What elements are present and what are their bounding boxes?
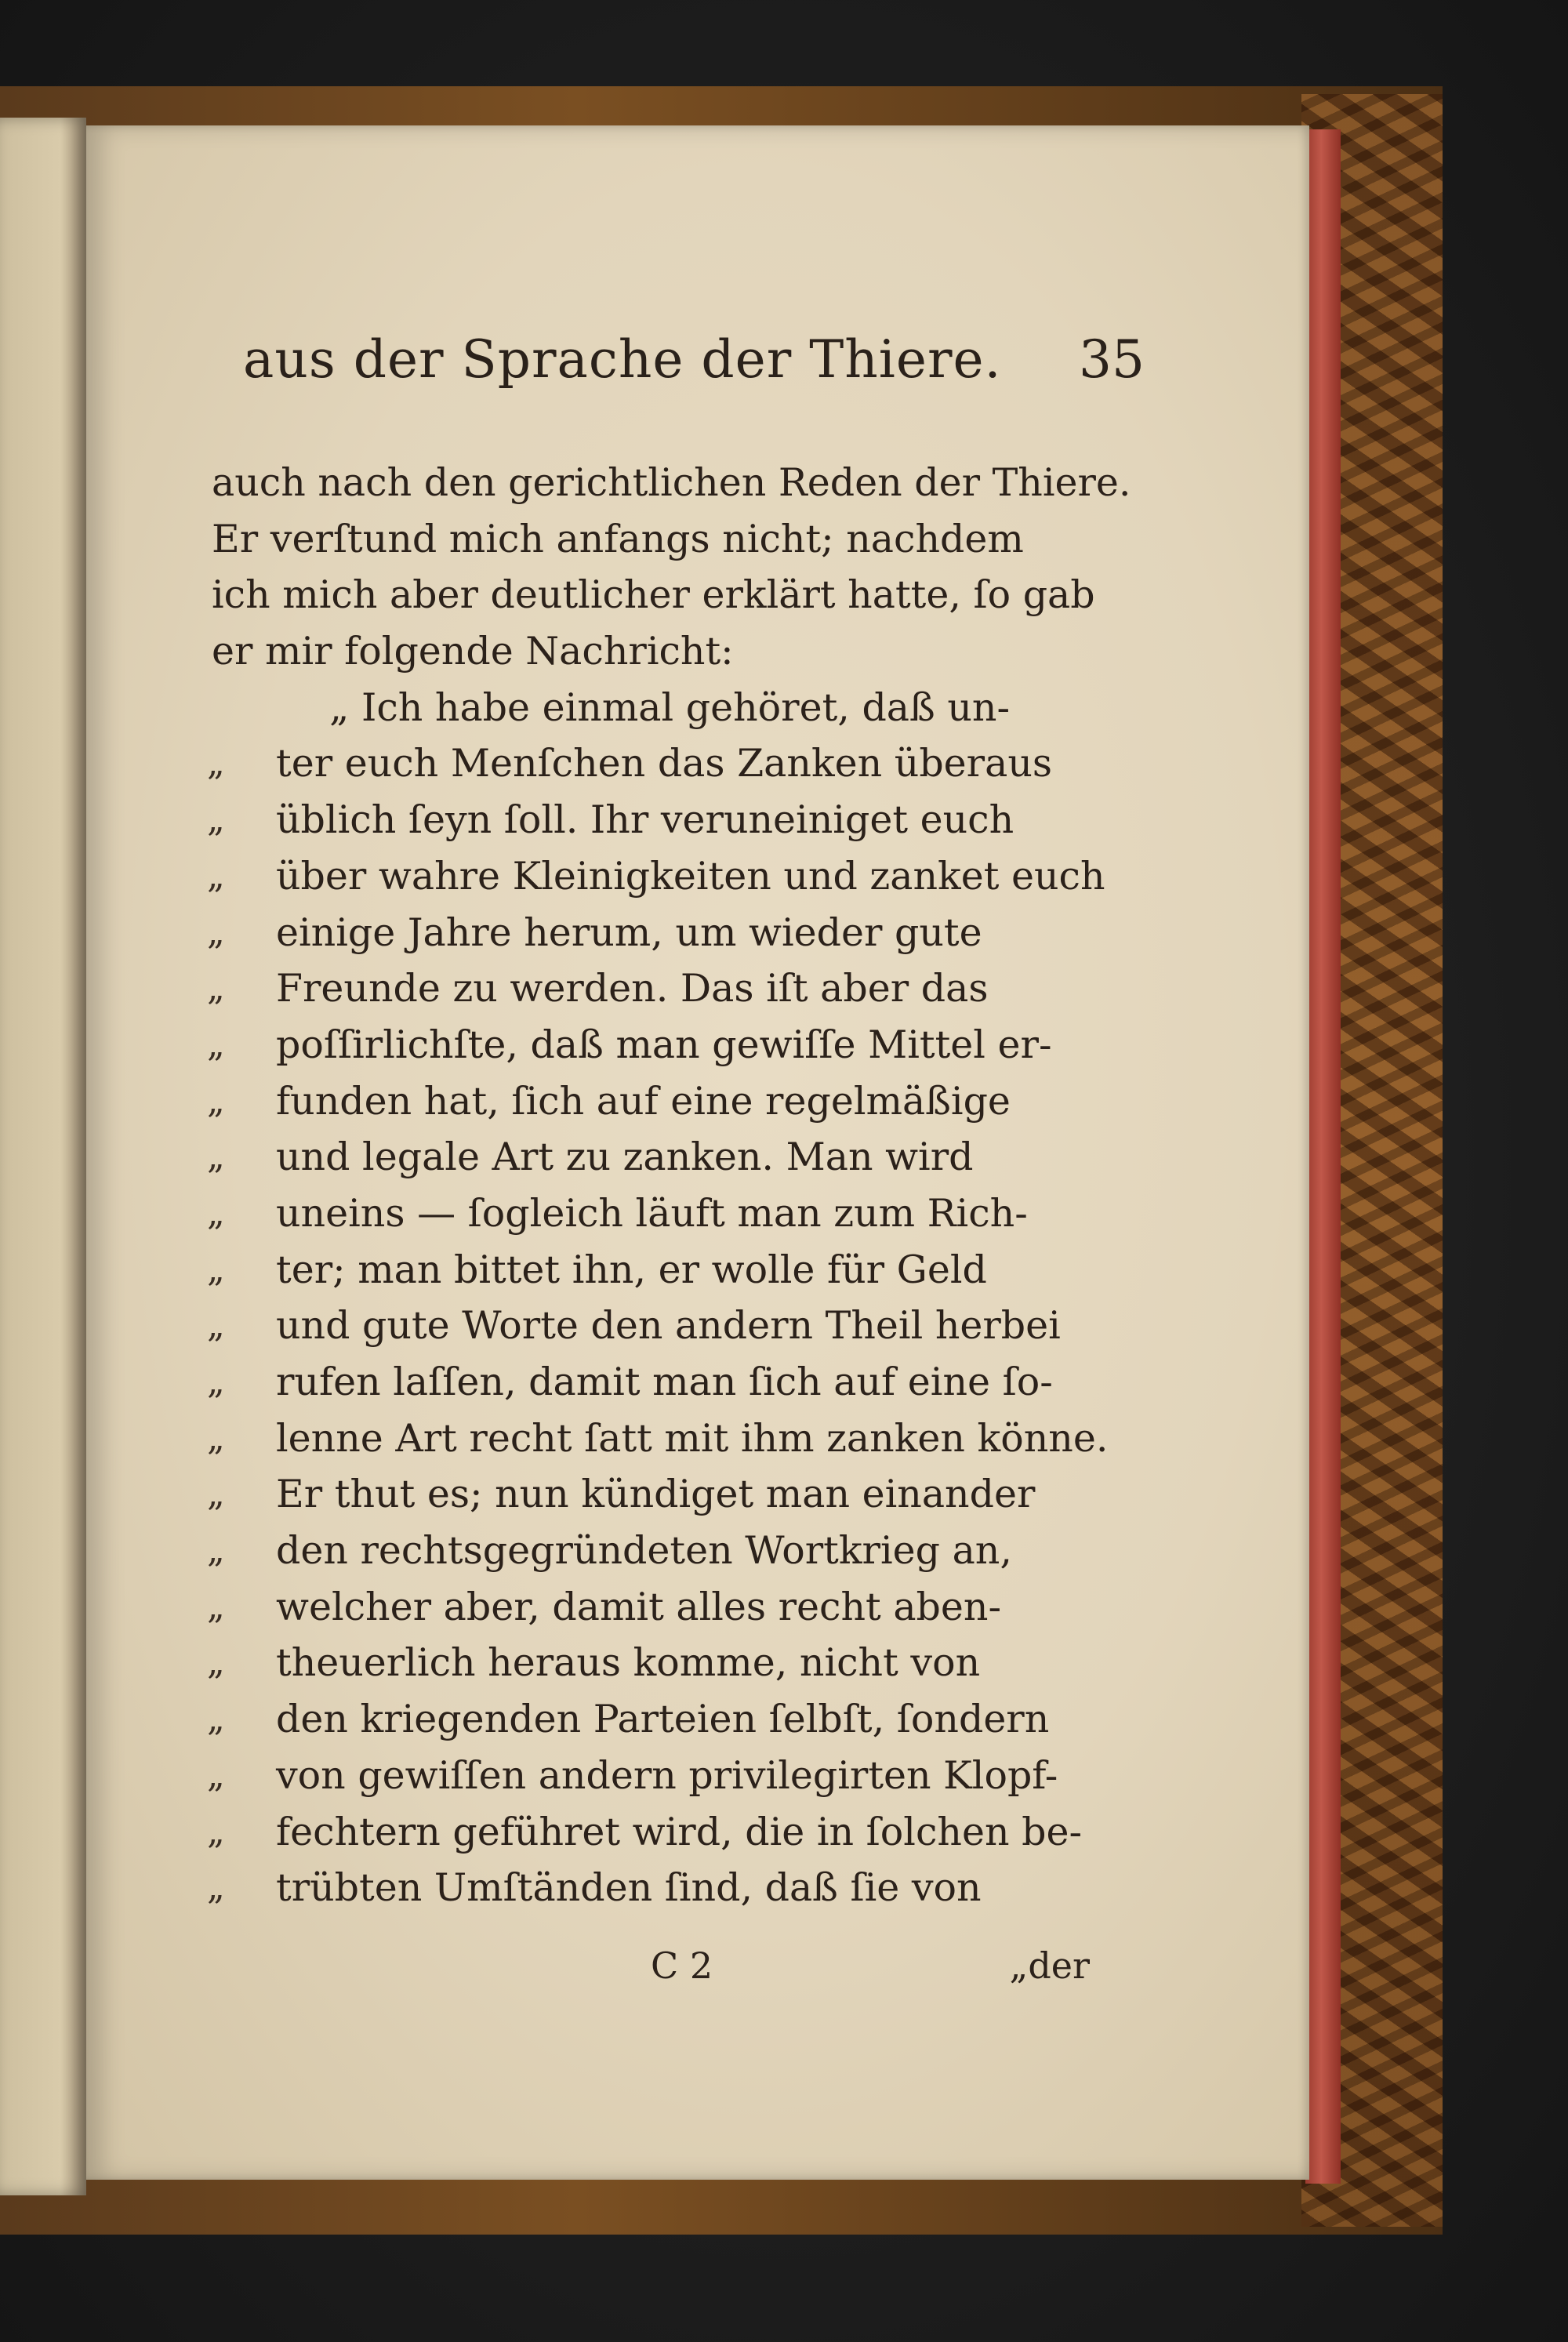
running-head: aus der Sprache der Thiere. [243, 329, 1002, 390]
signature-mark: C 2 [651, 1944, 713, 1987]
margin-quote-mark: „ [207, 1362, 225, 1402]
text-line [207, 1466, 1145, 1523]
margin-quote-mark: „ [207, 968, 225, 1009]
margin-quote-mark: „ [207, 1080, 225, 1121]
text-line [207, 1691, 1145, 1748]
text-line [212, 511, 1145, 568]
margin-quote-mark: „ [207, 800, 225, 841]
text-line [207, 1635, 1145, 1691]
line-text: Er verſtund mich anfangs nicht; nachdem [212, 516, 1024, 561]
margin-quote-mark: „ [207, 1137, 225, 1178]
text-line [207, 1186, 1145, 1242]
line-text: theuerlich heraus komme, nicht von [276, 1640, 981, 1686]
line-text: und legale Art zu zanken. Man wird [276, 1135, 974, 1180]
text-line [207, 1298, 1145, 1354]
margin-quote-mark: „ [207, 1474, 225, 1515]
text-line [207, 1748, 1145, 1804]
text-line [207, 1017, 1145, 1073]
margin-quote-mark: „ [207, 1305, 225, 1346]
text-line [207, 1804, 1145, 1861]
line-text: er mir folgende Nachricht: [212, 629, 734, 674]
margin-quote-mark: „ [207, 1024, 225, 1065]
line-text: üblich ſeyn ſoll. Ihr veruneiniget euch [276, 797, 1014, 843]
margin-quote-mark: „ [207, 1811, 225, 1852]
line-text: und gute Worte den andern Theil herbei [276, 1303, 1061, 1349]
line-text: Er thut es; nun kündiget man einander [276, 1472, 1036, 1517]
margin-quote-mark: „ [207, 1193, 225, 1233]
margin-quote-mark: „ [207, 1868, 225, 1908]
catchword: „der [1009, 1944, 1090, 1987]
margin-quote-mark: „ [207, 1530, 225, 1571]
text-line [207, 1411, 1145, 1467]
line-text: ich mich aber deutlicher erklärt hatte, ſo gab [212, 572, 1095, 618]
line-text: ter; man bittet ihn, er wolle für Geld [276, 1247, 987, 1292]
text-line [207, 1860, 1145, 1916]
line-text: funden hat, ſich auf eine regelmäßige [276, 1078, 1011, 1124]
text-line [207, 905, 1145, 961]
text-line [207, 1242, 1145, 1298]
left-facing-page [0, 118, 86, 2195]
text-line [207, 1579, 1145, 1636]
text-line [212, 455, 1145, 511]
text-line [207, 735, 1145, 792]
red-page-edge [1305, 129, 1341, 2184]
line-text: einige Jahre herum, um wieder gute [276, 910, 982, 955]
line-text: von gewiſſen andern privilegirten Klopf- [276, 1752, 1058, 1798]
margin-quote-mark: „ [207, 743, 225, 784]
line-text: rufen laſſen, damit man ſich auf eine ſo- [276, 1360, 1053, 1404]
line-text: auch nach den gerichtlichen Reden der Thiere. [212, 460, 1131, 505]
text-line [207, 1354, 1145, 1411]
text-line [207, 792, 1145, 848]
margin-quote-mark: „ [207, 1586, 225, 1627]
body-text [207, 455, 1145, 1916]
margin-quote-mark: „ [207, 1755, 225, 1796]
margin-quote-mark: „ [207, 1418, 225, 1458]
text-line [212, 567, 1145, 623]
page-number: 35 [1079, 329, 1145, 390]
line-text: poſſirlichſte, daß man gewiſſe Mittel er- [276, 1022, 1052, 1067]
line-text: „ Ich habe einmal gehöret, daß un- [329, 684, 1011, 730]
text-line [212, 680, 1145, 736]
line-text: über wahre Kleinigkeiten und zanket euch [276, 853, 1105, 899]
text-line [207, 1129, 1145, 1186]
text-line [207, 1073, 1145, 1130]
margin-quote-mark: „ [207, 1699, 225, 1740]
line-text: fechtern geführet wird, die in ſolchen be- [276, 1809, 1083, 1854]
line-text: den kriegenden Parteien ſelbſt, ſondern [276, 1697, 1050, 1742]
text-line [207, 848, 1145, 905]
line-text: uneins — ſogleich läuft man zum Rich- [276, 1190, 1028, 1236]
page-header [243, 329, 1145, 390]
margin-quote-mark: „ [207, 855, 225, 896]
margin-quote-mark: „ [207, 1249, 225, 1290]
line-text: trübten Umſtänden ſind, daß ſie von [276, 1865, 982, 1911]
line-text: den rechtsgegründeten Wortkrieg an, [276, 1528, 1012, 1574]
margin-quote-mark: „ [207, 1643, 225, 1683]
line-text: ter euch Menſchen das Zanken überaus [276, 741, 1053, 786]
line-text: lenne Art recht ſatt mit ihm zanken könne. [276, 1415, 1109, 1461]
line-text: Freunde zu werden. Das iſt aber das [276, 966, 989, 1011]
page-footer [651, 1944, 1090, 1987]
margin-quote-mark: „ [207, 912, 225, 953]
line-text: welcher aber, damit alles recht aben- [276, 1584, 1002, 1629]
text-line [207, 1523, 1145, 1579]
text-line [212, 623, 1145, 680]
text-line [207, 960, 1145, 1017]
